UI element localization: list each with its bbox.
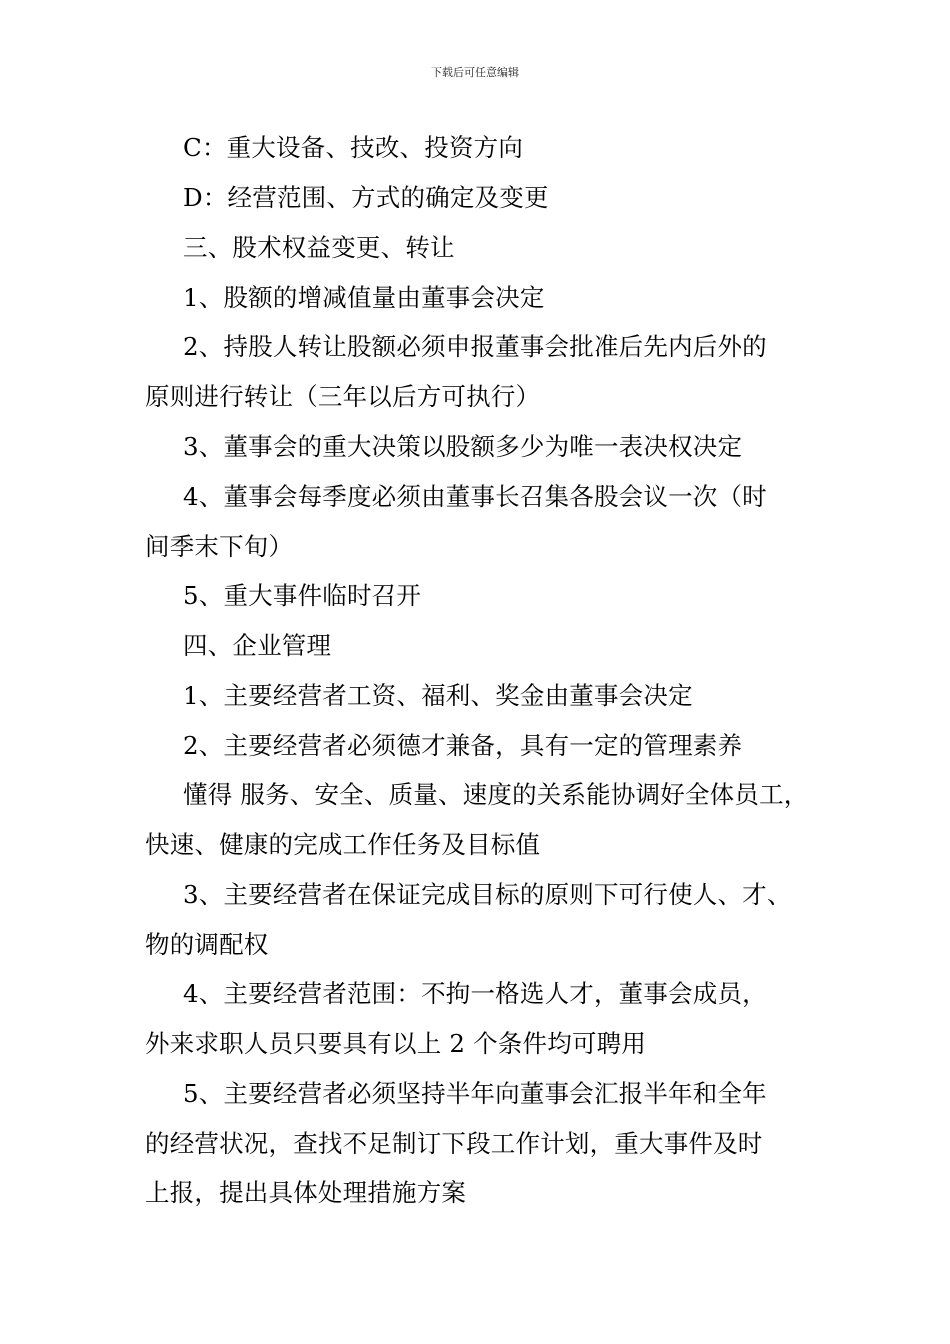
paragraph-line: 5、主要经营者必须坚持半年向董事会汇报半年和全年 [183, 1079, 767, 1108]
paragraph-line: 3、主要经营者在保证完成目标的原则下可行使人、才、 [183, 880, 792, 909]
paragraph-line: 1、股额的增减值量由董事会决定 [183, 283, 545, 312]
section-heading: 四、企业管理 [183, 631, 332, 660]
section-heading: 三、股术权益变更、转让 [183, 233, 455, 262]
paragraph-line: C：重大设备、技改、投资方向 [183, 133, 524, 162]
paragraph-line: 2、主要经营者必须德才兼备，具有一定的管理素养 [183, 731, 743, 760]
paragraph-line: 原则进行转让（三年以后方可执行） [145, 382, 541, 411]
paragraph-line: 3、董事会的重大决策以股额多少为唯一表决权决定 [183, 432, 743, 461]
paragraph-line: D：经营范围、方式的确定及变更 [183, 183, 549, 212]
paragraph-line: 2、持股人转让股额必须申报董事会批准后先内后外的 [183, 332, 767, 361]
paragraph-line: 1、主要经营者工资、福利、奖金由董事会决定 [183, 681, 693, 710]
paragraph-line: 4、主要经营者范围：不拘一格选人才，董事会成员， [183, 979, 767, 1008]
paragraph-line: 5、重大事件临时召开 [183, 581, 422, 610]
paragraph-line: 外来求职人员只要具有以上 2 个条件均可聘用 [145, 1029, 647, 1058]
paragraph-line: 的经营状况，查找不足制订下段工作计划，重大事件及时 [145, 1129, 763, 1158]
paragraph-line: 4、董事会每季度必须由董事长召集各股会议一次（时 [183, 482, 767, 511]
paragraph-line: 懂得 服务、安全、质量、速度的关系能协调好全体员工， [183, 780, 809, 809]
paragraph-line: 间季末下旬） [145, 532, 294, 561]
paragraph-line: 快速、健康的完成工作任务及目标值 [145, 830, 541, 859]
paragraph-line: 上报，提出具体处理措施方案 [145, 1178, 467, 1207]
page-header: 下载后可任意编辑 [431, 66, 519, 79]
paragraph-line: 物的调配权 [145, 930, 269, 959]
